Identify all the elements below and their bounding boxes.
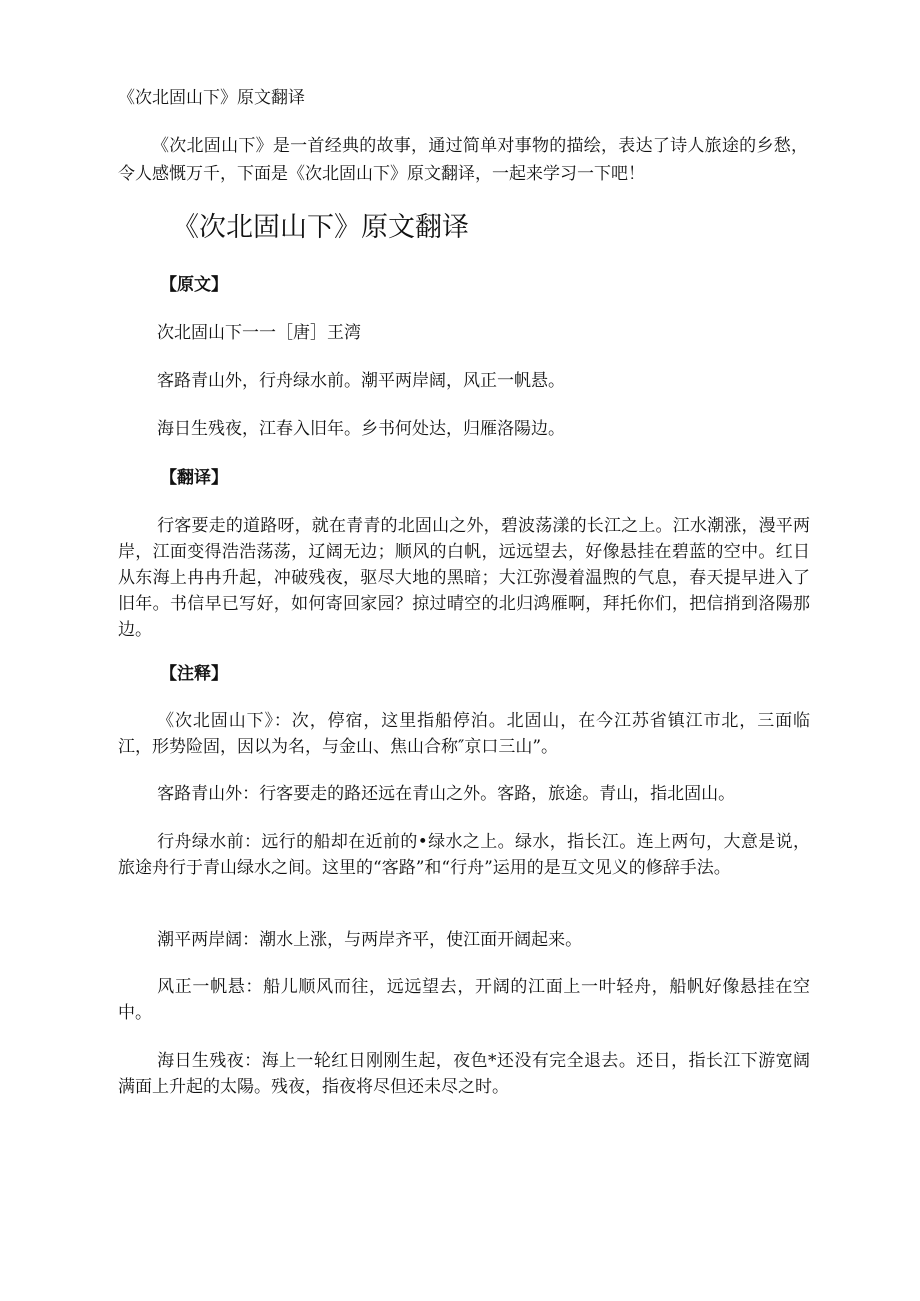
- intro-paragraph: 《次北固山下》是一首经典的故事，通过简单对事物的描绘，表达了诗人旅途的乡愁，令人感慨万千，下面是《次北固山下》原文翻译，一起来学习一下吧！: [118, 136, 808, 184]
- main-heading: 《次北固山下》原文翻译: [172, 212, 469, 243]
- note-paragraph: 客路青山外：行客要走的路还远在青山之外。客路，旅途。青山，指北固山。: [157, 784, 736, 804]
- note-paragraph: 风正一帆悬：船儿顺风而往，远远望去，开阔的江面上一叶轻舟，船帆好像悬挂在空中。: [118, 977, 810, 1023]
- document-title: 《次北固山下》原文翻译: [118, 88, 305, 108]
- note-paragraph: 潮平两岸阔：潮水上涨，与两岸齐平，使江面开阔起来。: [157, 930, 583, 950]
- notes-label: 【注释】: [160, 664, 228, 684]
- note-paragraph: 行舟绿水前：远行的船却在近前的•绿水之上。绿水，指长江。连上两句，大意是说，旅途舟行于青山绿水之间。这里的“客路”和“行舟”运用的是互文见义的修辞手法。: [118, 832, 810, 878]
- note-paragraph: 海日生残夜：海上一轮红日刚刚生起，夜色*还没有完全退去。还日，指长江下游宽阔满面上升起的太陽。残夜，指夜将尽但还未尽之时。: [118, 1051, 810, 1097]
- translation-label: 【翻译】: [160, 468, 228, 488]
- translation-paragraph: 行客要走的道路呀，就在青青的北固山之外，碧波荡漾的长江之上。江水潮涨，漫平两岸，江面变得浩浩荡荡，辽阔无边；顺风的白帆，远远望去，好像悬挂在碧蓝的空中。红日从东海上冉冉升起，冲破残夜，驱尽大地的黑暗；大江弥漫着温煦的气息，春天提早进入了旧年。书信早已写好，如何寄回家园？掠过晴空的北归鸿雁啊，拜托你们，把信捎到洛陽那边。: [118, 516, 810, 640]
- poem-line: 海日生残夜，江春入旧年。乡书何处达，归雁洛陽边。: [157, 419, 565, 439]
- poem-line: 客路青山外，行舟绿水前。潮平两岸阔，风正一帆悬。: [157, 371, 565, 391]
- original-text-label: 【原文】: [160, 275, 228, 295]
- poem-author-line: 次北固山下一一［唐］王湾: [157, 323, 361, 343]
- note-paragraph: 《次北固山下》：次，停宿，这里指船停泊。北固山，在今江苏省镇江市北，三面临江，形势险固，因以为名，与金山、焦山合称″京口三山”。: [118, 711, 810, 757]
